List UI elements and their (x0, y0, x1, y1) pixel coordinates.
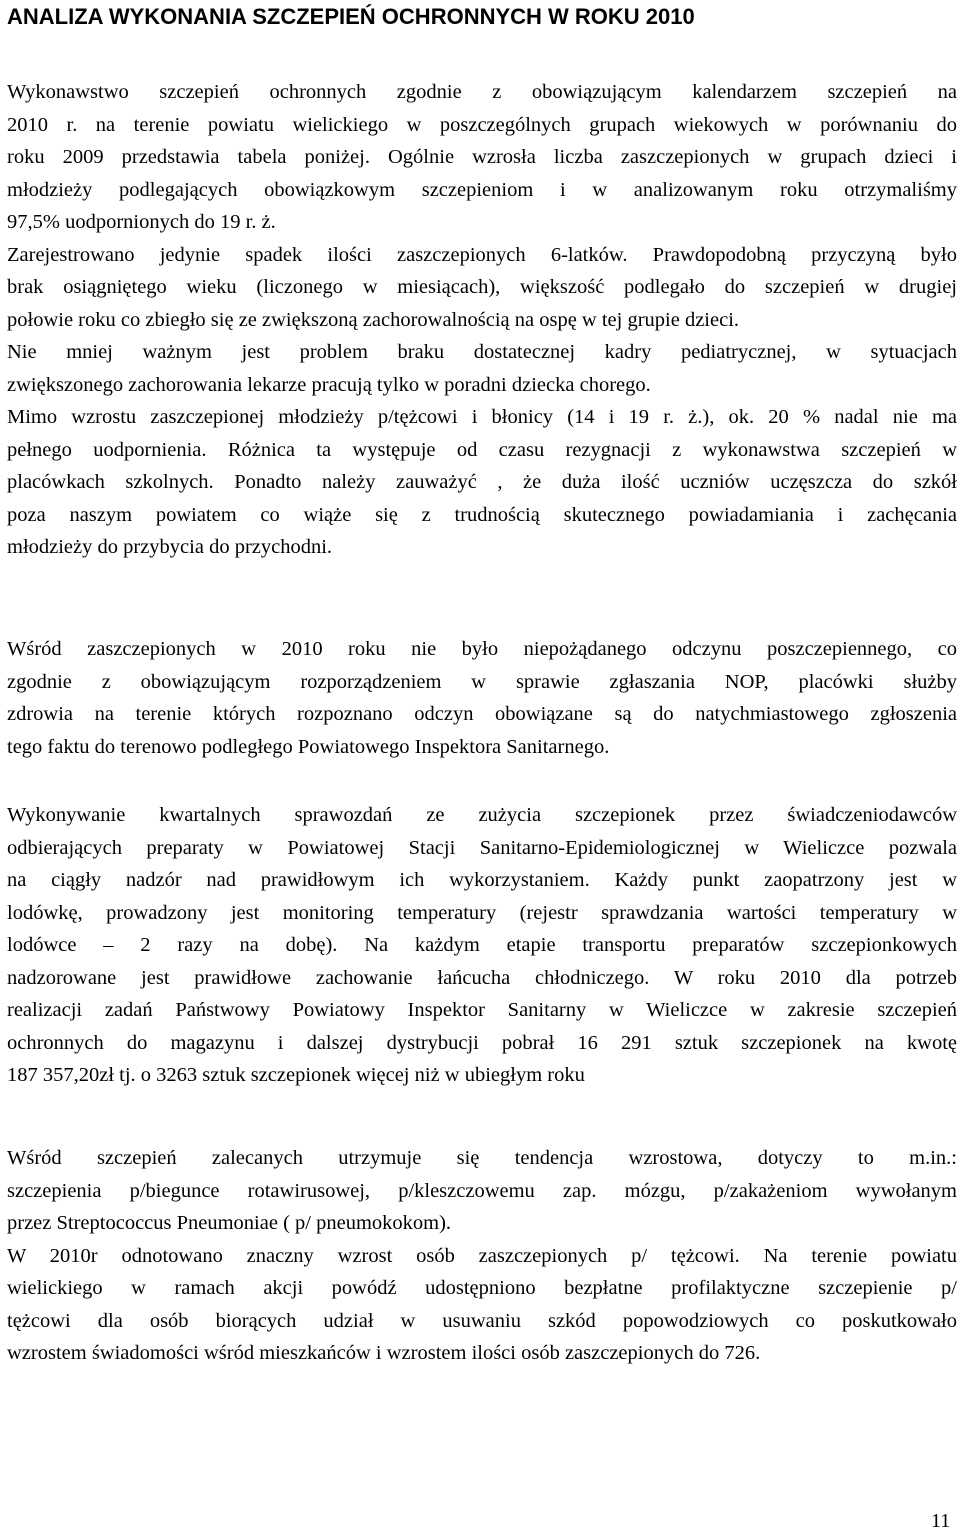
text-line: tego faktu do terenowo podległego Powiatowego Inspektora Sanitarnego. (7, 735, 610, 758)
text-line: zdrowia na terenie których rozpoznano odczyn obowiązane są do natychmiastowego zgłoszenia (7, 703, 957, 725)
text-line: Wśród szczepień zalecanych utrzymuje się tendencja wzrostowa, dotyczy to m.in.: (7, 1147, 957, 1169)
page-number: 11 (931, 1510, 951, 1532)
text-line: wielickiego w ramach akcji powódź udostępniono bezpłatne profilaktyczne szczepienie p/ (7, 1277, 957, 1299)
paragraph-vaccination-execution (7, 76, 957, 564)
text-line: Nie mniej ważnym jest problem braku dostatecznej kadry pediatrycznej, w sytuacjach (7, 341, 957, 363)
text-line: młodzieży podlegających obowiązkowym szczepieniom i w analizowanym roku otrzymaliśmy (7, 178, 957, 201)
text-line: ochronnych do magazynu i dalszej dystrybucji pobrał 16 291 sztuk szczepionek na kwotę (7, 1031, 957, 1054)
text-line: W 2010r odnotowano znaczny wzrost osób zaszczepionych p/ tężcowi. Na terenie powiatu (7, 1244, 957, 1267)
text-line: 187 357,20zł tj. o 3263 sztuk szczepionek więcej niż w ubiegłym roku (7, 1064, 585, 1086)
text-line: 2010 r. na terenie powiatu wielickiego w poszczególnych grupach wiekowych w porównaniu do (7, 113, 957, 136)
text-line: brak osiągniętego wieku (liczonego w miesiącach), większość podlegało do szczepień w drugiej (7, 276, 957, 298)
text-line: Wśród zaszczepionych w 2010 roku nie było niepożądanego odczynu poszczepiennego, co (7, 638, 957, 660)
text-line: szczepienia p/biegunce rotawirusowej, p/kleszczowemu zap. mózgu, p/zakażeniom wywołanym (7, 1179, 957, 1202)
text-line: placówkach szkolnych. Ponadto należy zauważyć , że duża ilość uczniów uczęszcza do szkół (7, 471, 957, 493)
text-line: poza naszym powiatem co wiąże się z trudnością skutecznego powiadamiania i zachęcania (7, 503, 957, 526)
document-title: ANALIZA WYKONANIA SZCZEPIEŃ OCHRONNYCH W ROKU 2010 (7, 4, 695, 29)
text-line: na ciągły nadzór nad prawidłowym ich wykorzystaniem. Każdy punkt zaopatrzony jest w (7, 869, 957, 891)
text-line: Wykonawstwo szczepień ochronnych zgodnie z obowiązującym kalendarzem szczepień na (7, 81, 957, 103)
text-line: Zarejestrowano jedynie spadek ilości zaszczepionych 6-latków. Prawdopodobną przyczyną było (7, 243, 957, 266)
text-line: tężcowi dla osób biorących udział w usuwaniu szkód popowodziowych co poskutkowało (7, 1309, 957, 1332)
text-line: młodzieży do przybycia do przychodni. (7, 536, 333, 558)
paragraph-adverse-reactions (7, 633, 957, 763)
text-line: zgodnie z obowiązującym rozporządzeniem w sprawie zgłaszania NOP, placówki służby (7, 670, 957, 693)
text-line: przez Streptococcus Pneumoniae ( p/ pneumokokom). (7, 1212, 452, 1234)
text-line: wzrostem świadomości wśród mieszkańców i wzrostem ilości osób zaszczepionych do 726. (7, 1342, 761, 1364)
text-line: odbierających preparaty w Powiatowej Stacji Sanitarno-Epidemiologicznej w Wieliczce pozwala (7, 836, 957, 859)
text-line: Wykonywanie kwartalnych sprawozdań ze zużycia szczepionek przez świadczeniodawców (7, 804, 957, 826)
text-line: Mimo wzrostu zaszczepionej młodzieży p/tężcowi i błonicy (14 i 19 r. ż.), ok. 20 % nadal nie ma (7, 406, 957, 428)
text-line: roku 2009 przedstawia tabela poniżej. Ogólnie wzrosła liczba zaszczepionych w grupach dzieci i (7, 146, 957, 168)
text-line: lodówkę, prowadzony jest monitoring temperatury (rejestr sprawdzania wartości temperatury w (7, 901, 957, 924)
text-line: 97,5% uodpornionych do 19 r. ż. (7, 211, 276, 233)
text-line: zwiększonego zachorowania lekarze pracują tylko w poradni dziecka chorego. (7, 373, 651, 396)
text-line: połowie roku co zbiegło się ze zwiększoną zachorowalnością na ospę w tej grupie dzieci. (7, 308, 740, 331)
text-line: nadzorowane jest prawidłowe zachowanie łańcucha chłodniczego. W roku 2010 dla potrzeb (7, 966, 957, 989)
text-line: pełnego uodpornienia. Różnica ta występuje od czasu rezygnacji z wykonawstwa szczepień w (7, 438, 957, 461)
paragraph-recommended-vaccinations (7, 1142, 957, 1370)
text-line: lodówce – 2 razy na dobę). Na każdym etapie transportu preparatów szczepionkowych (7, 934, 957, 956)
text-line: realizacji zadań Państwowy Powiatowy Inspektor Sanitarny w Wieliczce w zakresie szczepień (7, 999, 957, 1021)
paragraph-quarterly-reports (7, 799, 957, 1092)
